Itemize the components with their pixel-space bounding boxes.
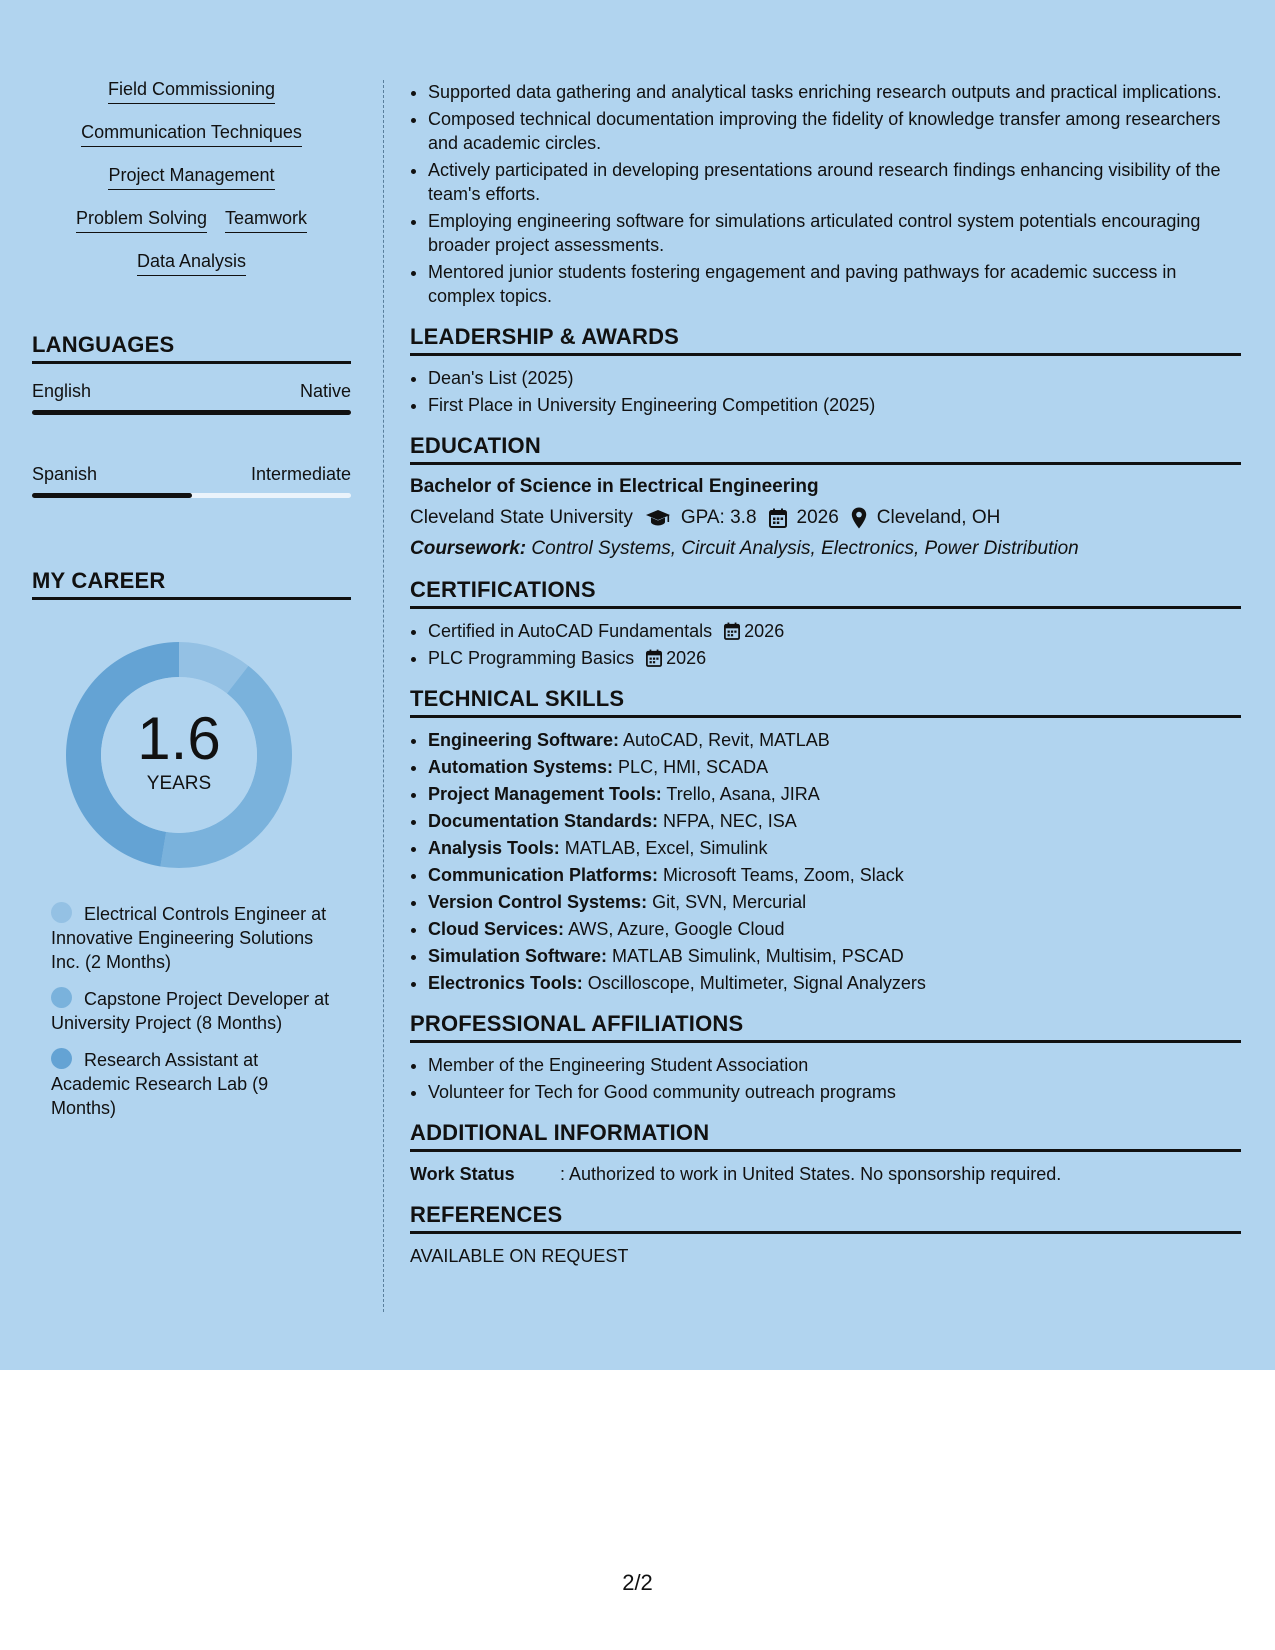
calendar-icon	[724, 622, 740, 640]
page-number: 2/2	[622, 1570, 653, 1595]
technical-skill-value: AWS, Azure, Google Cloud	[568, 919, 785, 939]
graduation-cap-icon	[645, 509, 671, 527]
language-row	[32, 463, 351, 485]
technical-skill-item	[428, 728, 1241, 752]
skill-tag: Project Management	[108, 164, 274, 190]
education-year: 2026	[796, 507, 839, 528]
education-title: EDUCATION	[410, 433, 1241, 465]
skill-tag: Communication Techniques	[81, 121, 302, 147]
experience-bullet: • Mentored junior students fostering engagement and paving pathways for academic success in complex topics.	[428, 260, 1241, 308]
calendar-icon	[769, 508, 787, 528]
certification-row	[428, 646, 1241, 670]
technical-skill-label: Communication Platforms:	[428, 865, 659, 885]
certification-year: 2026	[744, 621, 785, 641]
technical-skill-item	[428, 971, 1241, 995]
certification-name: • Certified in AutoCAD Fundamentals	[428, 621, 713, 641]
language-proficiency-bar	[32, 493, 351, 498]
technical-skill-value: PLC, HMI, SCADA	[618, 757, 769, 777]
right-column	[410, 80, 1241, 1268]
career-item-text: Electrical Controls Engineer at Innovative Engineering Solutions Inc. (2 Months)	[51, 904, 327, 972]
technical-skill-label: Simulation Software:	[428, 946, 608, 966]
experience-bullets	[410, 80, 1241, 308]
work-status-label: Work Status	[410, 1164, 515, 1184]
career-legend	[51, 902, 331, 1120]
language-proficiency-bar	[32, 410, 351, 415]
career-legend-item	[51, 1048, 331, 1120]
technical-skill-item	[428, 944, 1241, 968]
language-level: Native	[299, 381, 351, 401]
affiliations-list	[410, 1053, 1241, 1104]
languages-list	[32, 380, 351, 498]
skill-row	[76, 207, 307, 233]
education-school: Cleveland State University	[410, 507, 633, 528]
list-item: • Volunteer for Tech for Good community outreach programs	[428, 1080, 1241, 1104]
career-legend-item	[51, 987, 331, 1035]
technical-skill-label: Documentation Standards:	[428, 811, 659, 831]
technical-skill-value: NFPA, NEC, ISA	[663, 811, 797, 831]
skill-tag: Problem Solving	[76, 207, 207, 233]
additional-info-title: ADDITIONAL INFORMATION	[410, 1120, 1241, 1152]
technical-skill-value: Oscilloscope, Multimeter, Signal Analyzers	[587, 973, 926, 993]
technical-skill-item	[428, 917, 1241, 941]
skill-row	[108, 164, 274, 190]
technical-skill-label: Automation Systems:	[428, 757, 614, 777]
certifications-list	[410, 619, 1241, 670]
legend-dot-icon	[51, 1048, 72, 1069]
skill-tag: Teamwork	[225, 207, 307, 233]
skills-tags	[32, 78, 351, 293]
left-column	[32, 78, 351, 1133]
skill-row	[137, 250, 246, 276]
certification-year: 2026	[666, 648, 707, 668]
technical-skill-label: Electronics Tools:	[428, 973, 583, 993]
legend-dot-icon	[51, 987, 72, 1008]
technical-skill-item	[428, 755, 1241, 779]
education-coursework	[410, 537, 1241, 561]
spacer	[32, 415, 351, 447]
certification-row	[428, 619, 1241, 643]
language-name: Spanish	[32, 464, 98, 484]
leadership-title: LEADERSHIP & AWARDS	[410, 324, 1241, 356]
technical-skill-label: Version Control Systems:	[428, 892, 648, 912]
career-item-text: Research Assistant at Academic Research Lab (9 Months)	[51, 1050, 269, 1118]
experience-bullet: • Actively participated in developing presentations around research findings enhancing visibility of the team's efforts.	[428, 158, 1241, 206]
career-legend-item	[51, 902, 331, 974]
technical-skill-value: MATLAB, Excel, Simulink	[564, 838, 768, 858]
technical-skill-item	[428, 863, 1241, 887]
language-row	[32, 380, 351, 402]
language-proficiency-fill	[32, 493, 192, 498]
language-name: English	[32, 381, 92, 401]
legend-dot-icon	[51, 902, 72, 923]
experience-bullet: • Employing engineering software for simulations articulated control system potentials encouraging broader project assessments.	[428, 209, 1241, 257]
technical-skill-label: Cloud Services:	[428, 919, 565, 939]
experience-bullet: • Composed technical documentation improving the fidelity of knowledge transfer among researchers and academic circles.	[428, 107, 1241, 155]
languages-title: LANGUAGES	[32, 332, 351, 364]
certification-name: • PLC Programming Basics	[428, 648, 635, 668]
coursework-label: Coursework:	[410, 538, 527, 559]
language-level: Intermediate	[250, 464, 351, 484]
technical-skill-value: Microsoft Teams, Zoom, Slack	[663, 865, 904, 885]
technical-skill-item	[428, 782, 1241, 806]
list-item: • Member of the Engineering Student Association	[428, 1053, 1241, 1077]
calendar-icon	[646, 649, 662, 667]
leadership-list	[410, 366, 1241, 417]
column-divider	[383, 80, 384, 1312]
technical-skill-value: Git, SVN, Mercurial	[652, 892, 807, 912]
references-title: REFERENCES	[410, 1202, 1241, 1234]
technical-skill-item	[428, 809, 1241, 833]
technical-skill-value: Trello, Asana, JIRA	[666, 784, 820, 804]
technical-skills-title: TECHNICAL SKILLS	[410, 686, 1241, 718]
technical-skill-item	[428, 836, 1241, 860]
technical-skill-label: Analysis Tools:	[428, 838, 560, 858]
technical-skill-value: MATLAB Simulink, Multisim, PSCAD	[612, 946, 904, 966]
technical-skill-item	[428, 890, 1241, 914]
language-proficiency-fill	[32, 410, 351, 415]
technical-skill-label: Engineering Software:	[428, 730, 620, 750]
experience-bullet: • Supported data gathering and analytical tasks enriching research outputs and practical implications.	[428, 80, 1241, 104]
list-item: • Dean's List (2025)	[428, 366, 1241, 390]
location-pin-icon	[851, 507, 867, 529]
certifications-title: CERTIFICATIONS	[410, 577, 1241, 609]
technical-skill-label: Project Management Tools:	[428, 784, 662, 804]
donut-center	[66, 642, 292, 868]
skill-row	[108, 78, 275, 104]
work-status-value: : Authorized to work in United States. No sponsorship required.	[560, 1164, 1062, 1184]
skill-tag: Data Analysis	[137, 250, 246, 276]
career-item-text: Capstone Project Developer at University Project (8 Months)	[51, 989, 330, 1033]
education-details	[410, 506, 1241, 530]
education-gpa: GPA: 3.8	[680, 507, 757, 528]
career-donut-chart	[66, 642, 292, 868]
affiliations-title: PROFESSIONAL AFFILIATIONS	[410, 1011, 1241, 1043]
work-status	[410, 1162, 1241, 1186]
references-text: AVAILABLE ON REQUEST	[410, 1246, 629, 1266]
technical-skill-value: AutoCAD, Revit, MATLAB	[623, 730, 830, 750]
certification-item	[428, 619, 1241, 643]
certification-item	[428, 646, 1241, 670]
education-location: Cleveland, OH	[876, 507, 1001, 528]
coursework-value: Control Systems, Circuit Analysis, Electronics, Power Distribution	[531, 538, 1079, 559]
technical-skills-list	[410, 728, 1241, 995]
career-years-unit: YEARS	[146, 773, 212, 794]
career-years-value: 1.6	[137, 705, 221, 772]
education-degree: Bachelor of Science in Electrical Engineering	[410, 476, 819, 497]
skill-row	[81, 121, 302, 147]
career-title: MY CAREER	[32, 568, 351, 600]
skill-tag: Field Commissioning	[108, 78, 275, 104]
list-item: • First Place in University Engineering Competition (2025)	[428, 393, 1241, 417]
